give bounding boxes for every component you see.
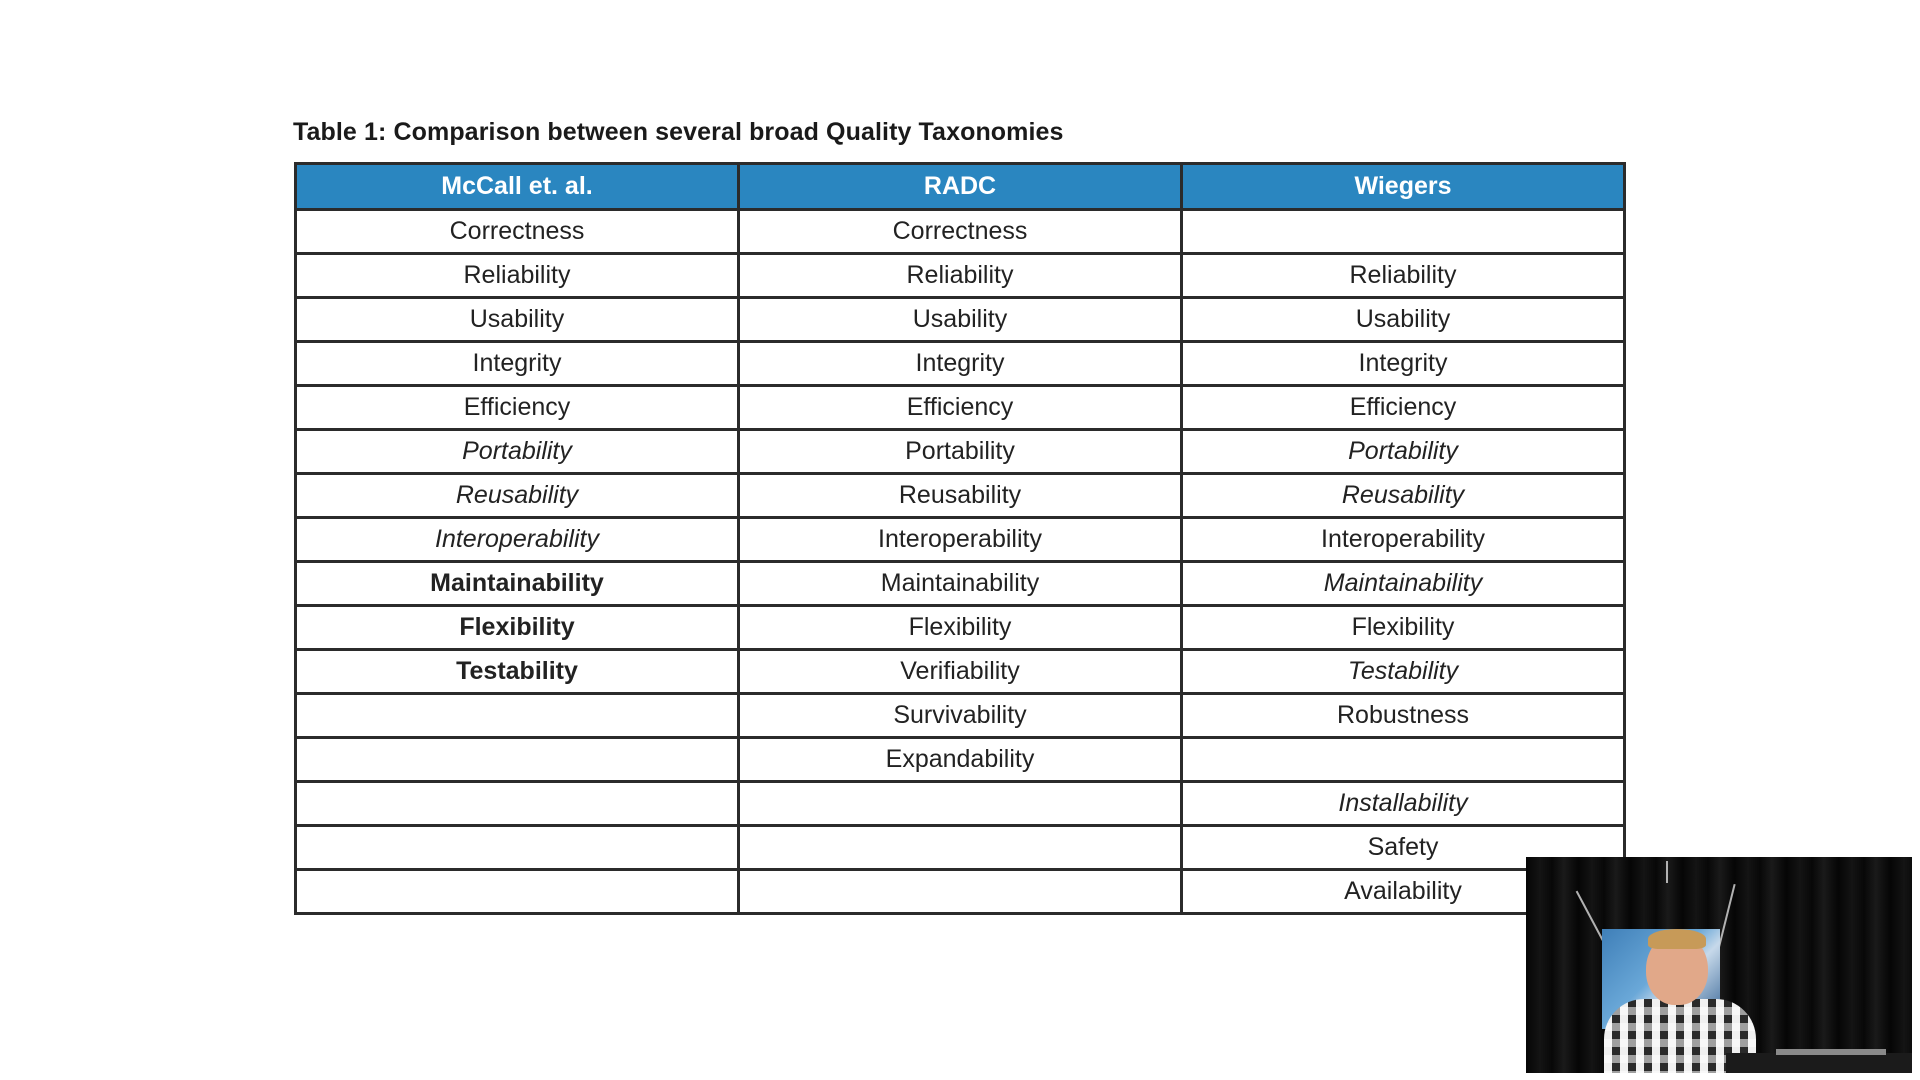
- table-cell-mccall: Efficiency: [296, 386, 739, 430]
- table-cell-wiegers: Reliability: [1182, 254, 1625, 298]
- table-cell-mccall: Interoperability: [296, 518, 739, 562]
- table-cell-radc: Flexibility: [739, 606, 1182, 650]
- table-cell-wiegers: Integrity: [1182, 342, 1625, 386]
- table-cell-radc: Correctness: [739, 210, 1182, 254]
- table-cell-radc: Interoperability: [739, 518, 1182, 562]
- table-cell-radc: [739, 826, 1182, 870]
- table-cell-mccall: [296, 694, 739, 738]
- table-cell-radc: Integrity: [739, 342, 1182, 386]
- quality-taxonomy-table: [294, 162, 1626, 915]
- table-cell-mccall: Reusability: [296, 474, 739, 518]
- table-cell-radc: Expandability: [739, 738, 1182, 782]
- table-body: [296, 210, 1625, 914]
- table-cell-mccall: Testability: [296, 650, 739, 694]
- table-cell-wiegers: Usability: [1182, 298, 1625, 342]
- stage-wire: [1666, 861, 1668, 883]
- table-cell-wiegers: Availability: [1182, 870, 1625, 914]
- table-row: [296, 870, 1625, 914]
- table-cell-radc: [739, 870, 1182, 914]
- table-cell-wiegers: Safety: [1182, 826, 1625, 870]
- table-row: [296, 298, 1625, 342]
- table-cell-wiegers: Interoperability: [1182, 518, 1625, 562]
- table-cell-mccall: Reliability: [296, 254, 739, 298]
- table-cell-radc: Verifiability: [739, 650, 1182, 694]
- column-header-mccall: McCall et. al.: [296, 164, 739, 210]
- table-cell-mccall: [296, 870, 739, 914]
- column-header-wiegers: Wiegers: [1182, 164, 1625, 210]
- table-cell-mccall: Flexibility: [296, 606, 739, 650]
- table-row: [296, 606, 1625, 650]
- table-cell-wiegers: Efficiency: [1182, 386, 1625, 430]
- table-cell-wiegers: Portability: [1182, 430, 1625, 474]
- table-row: [296, 254, 1625, 298]
- table-cell-wiegers: Installability: [1182, 782, 1625, 826]
- table-cell-wiegers: Maintainability: [1182, 562, 1625, 606]
- table-cell-mccall: Integrity: [296, 342, 739, 386]
- table-cell-radc: Usability: [739, 298, 1182, 342]
- table-cell-mccall: [296, 782, 739, 826]
- table-cell-radc: Maintainability: [739, 562, 1182, 606]
- table-cell-wiegers: Reusability: [1182, 474, 1625, 518]
- table-cell-radc: Reliability: [739, 254, 1182, 298]
- table-row: [296, 650, 1625, 694]
- table-row: [296, 782, 1625, 826]
- table-cell-radc: Reusability: [739, 474, 1182, 518]
- table-cell-wiegers: Flexibility: [1182, 606, 1625, 650]
- table-caption: Table 1: Comparison between several broad Quality Taxonomies: [293, 118, 1064, 146]
- table-row: [296, 474, 1625, 518]
- table-row: [296, 562, 1625, 606]
- table-cell-mccall: Correctness: [296, 210, 739, 254]
- table-row: [296, 518, 1625, 562]
- table-cell-wiegers: [1182, 210, 1625, 254]
- speaker-hair: [1648, 929, 1706, 949]
- table-row: [296, 342, 1625, 386]
- table-cell-mccall: Maintainability: [296, 562, 739, 606]
- table-row: [296, 210, 1625, 254]
- table-cell-mccall: [296, 738, 739, 782]
- table-row: [296, 430, 1625, 474]
- table-cell-radc: [739, 782, 1182, 826]
- table-cell-radc: Portability: [739, 430, 1182, 474]
- table-header-row: [296, 164, 1625, 210]
- table-cell-wiegers: Testability: [1182, 650, 1625, 694]
- table-row: [296, 694, 1625, 738]
- speaker-video-inset: [1526, 857, 1912, 1073]
- laptop: [1776, 1049, 1886, 1055]
- table-cell-mccall: Portability: [296, 430, 739, 474]
- podium-desk: [1726, 1053, 1912, 1073]
- table-cell-mccall: [296, 826, 739, 870]
- table-cell-wiegers: [1182, 738, 1625, 782]
- table-row: [296, 826, 1625, 870]
- table-cell-mccall: Usability: [296, 298, 739, 342]
- column-header-radc: RADC: [739, 164, 1182, 210]
- table-row: [296, 738, 1625, 782]
- table-cell-radc: Efficiency: [739, 386, 1182, 430]
- table-cell-radc: Survivability: [739, 694, 1182, 738]
- table-row: [296, 386, 1625, 430]
- table-cell-wiegers: Robustness: [1182, 694, 1625, 738]
